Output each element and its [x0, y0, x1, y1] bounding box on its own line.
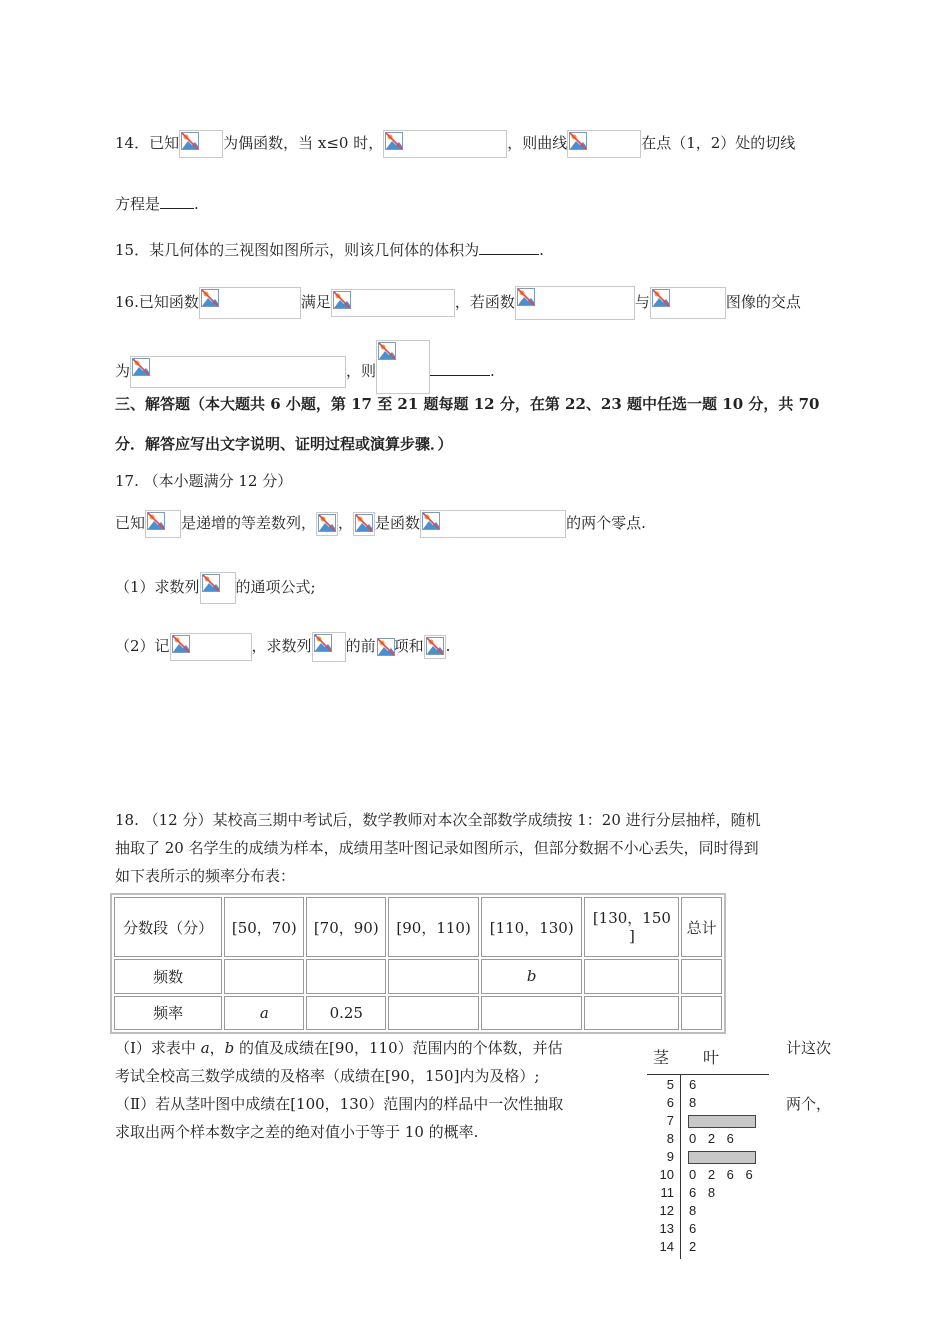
- table-cell: 频率: [114, 996, 222, 1031]
- broken-image-icon: [385, 132, 403, 150]
- formula-image: [145, 510, 181, 538]
- broken-image-icon: [181, 132, 199, 150]
- q14-line1: 14．已知 为偶函数，当 x≤0 时， ，则曲线 在点（1，2）处的切线: [115, 130, 795, 158]
- broken-image-icon: [355, 514, 373, 532]
- q18-line3: 如下表所示的频率分布表：: [115, 867, 296, 885]
- broken-image-icon: [172, 635, 190, 653]
- formula-image: [199, 287, 301, 319]
- broken-image-icon: [318, 514, 336, 532]
- table-cell: [681, 996, 722, 1031]
- broken-image-icon: [201, 289, 219, 307]
- table-header-cell: 分数段（分）: [114, 897, 222, 957]
- leaf-values: 2: [689, 1239, 698, 1254]
- formula-image: [130, 356, 346, 388]
- q18-part2-line1-end: 两个，: [786, 1095, 832, 1113]
- formula-image: [515, 286, 635, 320]
- formula-image: [170, 633, 252, 661]
- table-header-cell: [50，70): [224, 897, 304, 957]
- leaf-values: 8: [689, 1203, 698, 1218]
- table-header-cell: [130，150 ]: [584, 897, 679, 957]
- q15-line: 15．某几何体的三视图如图所示，则该几何体的体积为 .: [115, 241, 544, 259]
- table-cell: [388, 959, 479, 994]
- missing-data-bar: [688, 1151, 756, 1164]
- q14-line2: 方程是 .: [115, 195, 199, 213]
- answer-blank: [430, 361, 490, 376]
- table-cell: [681, 959, 722, 994]
- table-cell: [584, 996, 679, 1031]
- q18-part2-line2: 求取出两个样本数字之差的绝对值小于等于 10 的概率.: [115, 1123, 479, 1141]
- broken-image-icon: [426, 637, 444, 655]
- formula-image: [179, 130, 223, 158]
- answer-blank: [160, 194, 194, 209]
- q18-part1-line1: （Ⅰ）求表中 a，b 的值及成绩在[90，110）范围内的个体数，并估: [115, 1039, 563, 1057]
- broken-image-icon: [377, 638, 395, 656]
- section3-heading-line2: 分．解答应写出文字说明、证明过程或演算步骤．）: [115, 435, 453, 453]
- q18-line2: 抽取了 20 名学生的成绩为样本，成绩用茎叶图记录如图所示，但部分数据不小心丢失，同时得到: [115, 839, 759, 857]
- stem-value: 5: [666, 1077, 674, 1092]
- q18-line1: 18. （12 分）某校高三期中考试后，数学教师对本次全部数学成绩按 1：20 进行分层抽样，随机: [115, 811, 761, 829]
- stem-value: 7: [666, 1113, 674, 1128]
- formula-image: [200, 572, 236, 604]
- leaf-values: 6: [689, 1221, 698, 1236]
- q17-head: 17. （本小题满分 12 分）: [115, 472, 293, 490]
- stem-leaf-plot: [645, 1045, 775, 1265]
- table-cell: [481, 996, 582, 1031]
- answer-blank: [479, 240, 539, 255]
- formula-image: [312, 632, 346, 662]
- frequency-table: [110, 893, 726, 1034]
- formula-image: [383, 130, 507, 158]
- broken-image-icon: [422, 512, 440, 530]
- broken-image-icon: [517, 288, 535, 306]
- q16-line1: 16.已知函数 满足 ，若函数 与 图像的交点: [115, 286, 801, 320]
- table-header-cell: 总计: [681, 897, 722, 957]
- leaf-values: 8: [689, 1095, 698, 1110]
- leaf-values: 0 2 6 6: [689, 1167, 754, 1182]
- table-cell: [224, 959, 304, 994]
- leaf-values: 6 8: [689, 1185, 717, 1200]
- formula-image: [353, 512, 375, 536]
- formula-image: [424, 635, 446, 659]
- table-header-cell: [110，130): [481, 897, 582, 957]
- stem-value: 11: [660, 1185, 674, 1200]
- formula-image: [331, 289, 455, 317]
- stem-value: 10: [659, 1167, 674, 1182]
- stem-value: 8: [666, 1131, 674, 1146]
- stem-divider: [680, 1074, 681, 1259]
- table-cell: [306, 959, 386, 994]
- formula-image: [376, 340, 430, 394]
- header-divider: [647, 1074, 769, 1075]
- missing-data-bar: [688, 1115, 756, 1128]
- stem-header: 茎: [653, 1050, 670, 1067]
- q18-part1-line1-end: 计这次: [786, 1039, 832, 1057]
- formula-image: [567, 130, 641, 158]
- table-cell: 0.25: [306, 996, 386, 1031]
- formula-image: [420, 510, 566, 538]
- table-header-cell: [70，90): [306, 897, 386, 957]
- broken-image-icon: [652, 289, 670, 307]
- q17-line1: 已知 是递增的等差数列， ， 是函数 的两个零点.: [115, 510, 646, 538]
- stem-value: 9: [666, 1149, 674, 1164]
- formula-image: [376, 637, 394, 657]
- q16-line2: 为 ，则 .: [115, 340, 495, 394]
- table-cell: 频数: [114, 959, 222, 994]
- broken-image-icon: [333, 291, 351, 309]
- q17-sub1: （1）求数列 的通项公式;: [115, 572, 316, 604]
- table-cell: [388, 996, 479, 1031]
- broken-image-icon: [569, 132, 587, 150]
- q18-part2-line1: （Ⅱ）若从茎叶图中成绩在[100，130）范围内的样品中一次性抽取: [115, 1095, 564, 1113]
- stem-value: 12: [659, 1203, 674, 1218]
- q17-sub2: （2）记 ，求数列 的前 项和 .: [115, 632, 450, 662]
- section3-heading-line1: 三、解答题（本大题共 6 小题，第 17 至 21 题每题 12 分，在第 22、23 题中任选一题 10 分，共 70: [115, 395, 820, 413]
- leaf-values: 6: [689, 1077, 698, 1092]
- table-cell: [584, 959, 679, 994]
- table-cell: b: [481, 959, 582, 994]
- broken-image-icon: [378, 342, 396, 360]
- stem-value: 6: [666, 1095, 674, 1110]
- q18-part1-line2: 考试全校高三数学成绩的及格率（成绩在[90，150]内为及格）;: [115, 1067, 540, 1085]
- table-header-cell: [90，110): [388, 897, 479, 957]
- broken-image-icon: [147, 512, 165, 530]
- stem-value: 14: [659, 1239, 674, 1254]
- leaf-header: 叶: [703, 1050, 720, 1067]
- broken-image-icon: [314, 634, 332, 652]
- leaf-values: 0 2 6: [689, 1131, 735, 1146]
- broken-image-icon: [202, 574, 220, 592]
- broken-image-icon: [132, 358, 150, 376]
- stem-value: 13: [659, 1221, 674, 1236]
- table-cell: a: [224, 996, 304, 1031]
- formula-image: [650, 287, 726, 319]
- formula-image: [316, 512, 338, 536]
